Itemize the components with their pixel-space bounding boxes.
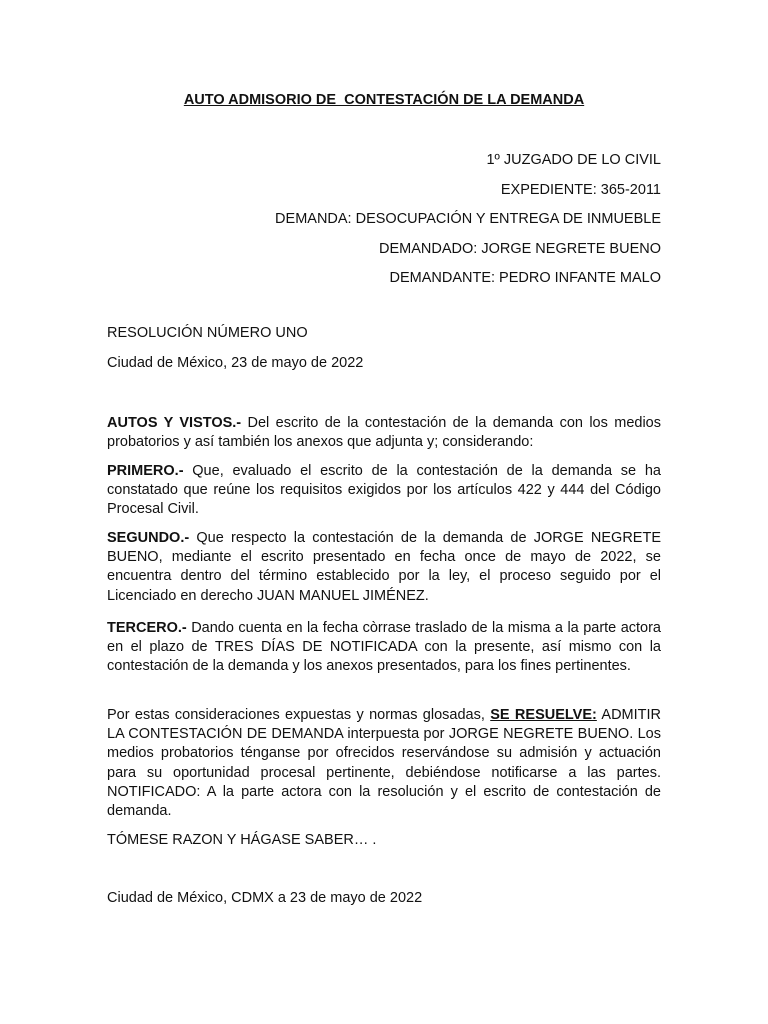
resolution-paragraph bbox=[107, 706, 661, 821]
autos-text: Del escrito de la contestación de la demanda con los medios probatorios y así también los anexos que adjunta y; considerando: bbox=[107, 415, 661, 451]
case-file-number: EXPEDIENTE: 365-2011 bbox=[500, 181, 661, 198]
tercero-paragraph bbox=[107, 619, 661, 677]
primero-lead: PRIMERO.- bbox=[107, 463, 184, 479]
resolution-text: ADMITIR LA CONTESTACIÓN DE DEMANDA interpuesta por JORGE NEGRETE BUENO. Los medios probatorios ténganse por ofrecidos reservándose su admisión y actuación para su oportunidad procesal pertinente, debiéndose notificarse a las partes. NOTIFICADO: A la parte actora con la resolución y el escrito de contestación de demanda. bbox=[107, 707, 662, 820]
claim-type: DEMANDA: DESOCUPACIÓN Y ENTREGA DE INMUEBLE bbox=[275, 211, 661, 227]
resolution-intro: Por estas consideraciones expuestas y normas glosadas, bbox=[107, 707, 491, 723]
primero-text: Que, evaluado el escrito de la contestación de la demanda se ha constatado que reúne los requisitos exigidos por los artículos 422 y 444 del Código Procesal Civil. bbox=[107, 463, 661, 518]
segundo-text: Que respecto la contestación de la demanda de JORGE NEGRETE BUENO, mediante el escrito presentado en fecha once de mayo de 2022, se encuentra dentro del término establecido por la ley, el proceso seguido por el Licenciado en derecho JUAN MANUEL JIMÉNEZ. bbox=[107, 530, 661, 604]
segundo-lead: SEGUNDO.- bbox=[107, 530, 190, 546]
autos-lead: AUTOS Y VISTOS.- bbox=[107, 415, 242, 431]
segundo-paragraph bbox=[107, 529, 661, 606]
tercero-lead: TERCERO.- bbox=[107, 620, 187, 636]
case-header bbox=[101, 146, 661, 294]
plaintiff-name: DEMANDANTE: PEDRO INFANTE MALO bbox=[389, 270, 661, 286]
primero-paragraph bbox=[107, 462, 661, 520]
court-name: 1º JUZGADO DE LO CIVIL bbox=[486, 152, 661, 168]
defendant-name: DEMANDADO: JORGE NEGRETE BUENO bbox=[379, 240, 661, 257]
resolution-date: Ciudad de México, 23 de mayo de 2022 bbox=[107, 355, 364, 371]
notice-line: TÓMESE RAZON Y HÁGASE SABER… . bbox=[107, 832, 377, 848]
document-title: AUTO ADMISORIO DE CONTESTACIÓN DE LA DEMANDA bbox=[183, 92, 585, 108]
tercero-text: Dando cuenta en la fecha còrrase traslado de la misma a la parte actora en el plazo de TRES DÍAS DE NOTIFICADA con la presente, así mismo con la contestación de la demanda y los anexos presentados, para los fines pertinentes. bbox=[107, 620, 661, 675]
resolution-number: RESOLUCIÓN NÚMERO UNO bbox=[107, 325, 308, 341]
autos-paragraph bbox=[107, 414, 661, 452]
closing-date: Ciudad de México, CDMX a 23 de mayo de 2022 bbox=[107, 890, 423, 906]
se-resuelve-keyword: SE RESUELVE: bbox=[490, 707, 597, 723]
